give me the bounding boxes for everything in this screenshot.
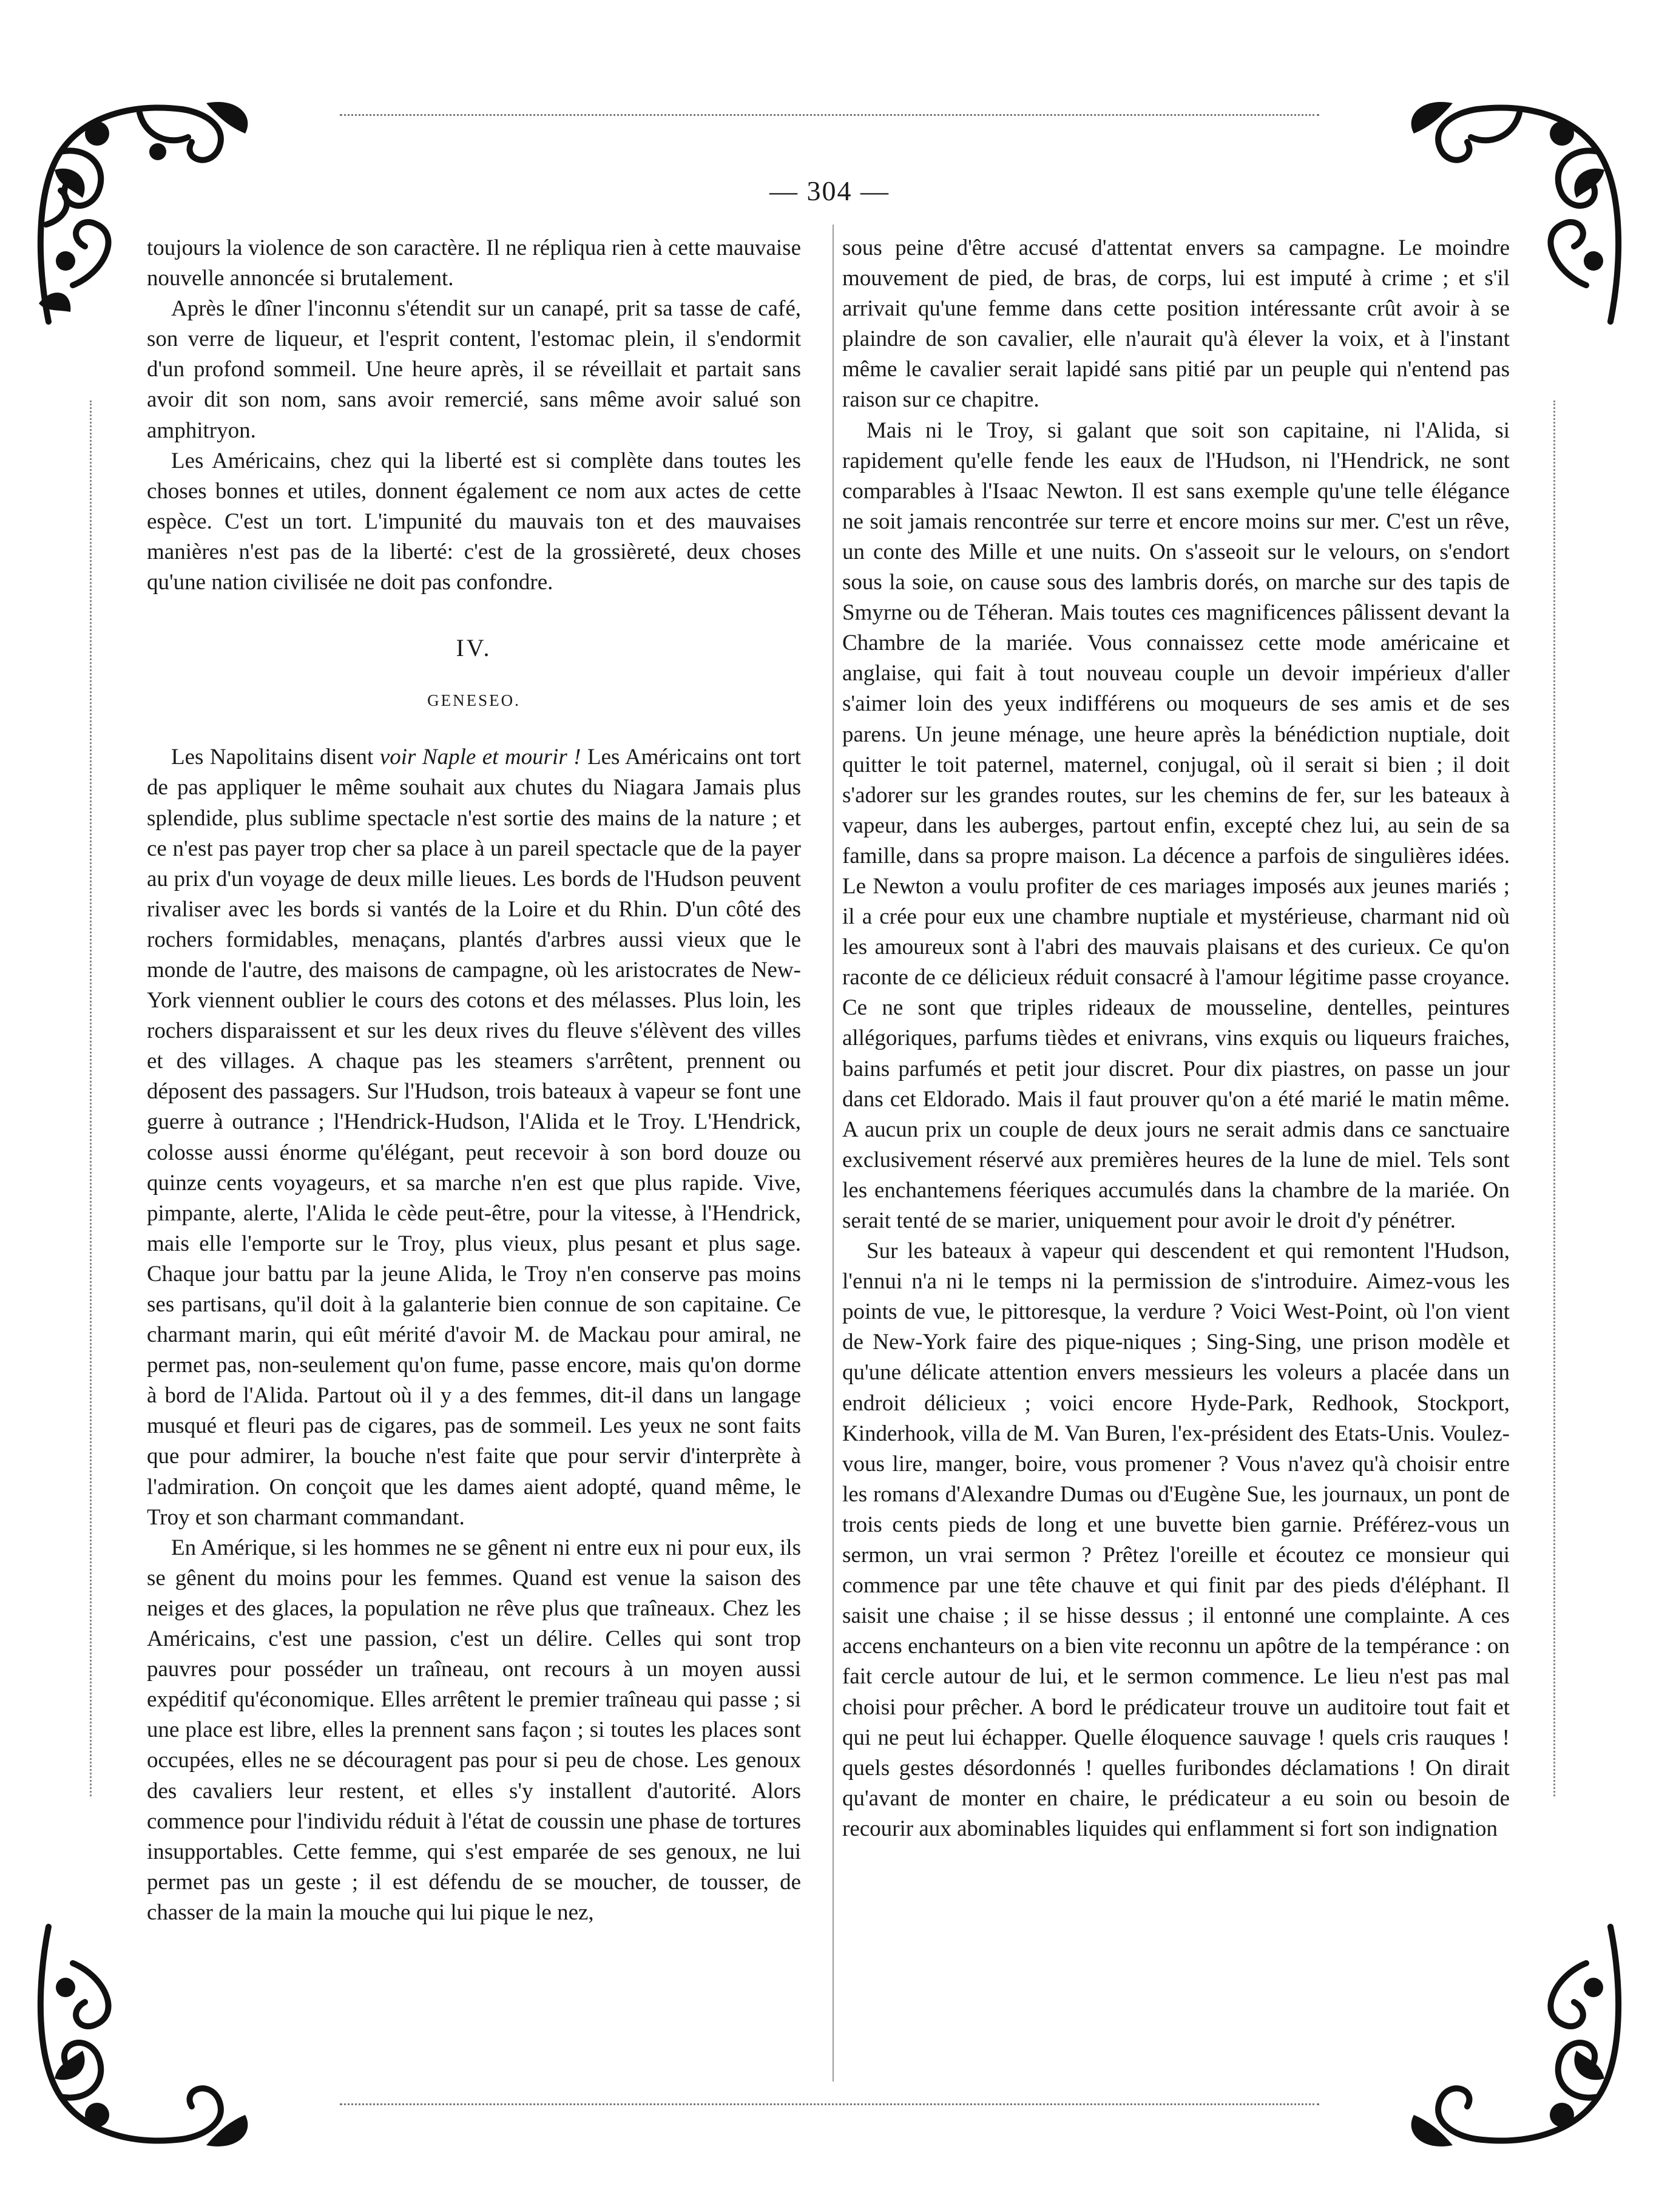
paragraph: Les Américains, chez qui la liberté est si complète dans toutes les choses bonnes et utiles, donnent également ce nom aux actes de cette espèce. C'est un tort. L'impunité du mauvais ton et des mauvaises manières n'est pas de la liberté: c'est de la grossièreté, deux choses qu'une nation civilisée ne doit pas confondre. (147, 448, 801, 595)
top-decorative-rule (340, 114, 1319, 116)
bottom-decorative-rule (340, 2103, 1319, 2105)
quoted-proverb: voir Naple et mourir ! (379, 745, 581, 770)
left-border-rule (90, 401, 92, 1796)
right-column (842, 233, 1510, 1844)
paragraph: Après le dîner l'inconnu s'étendit sur un canapé, prit sa tasse de café, son verre de liqueur, et l'esprit content, l'estomac plein, il s'endormit d'un profond sommeil. Une heure après, il se réveillait et partait sans avoir dit son nom, sans avoir remercié, sans même avoir salué son amphitryon. (147, 296, 801, 443)
ornament-corner-bottom-left (24, 1915, 267, 2170)
section-title: GENESEO. (427, 691, 521, 710)
paragraph-rest: Les Américains ont tort de pas appliquer le même souhait aux chutes du Niagara Jamais plus splendide, plus sublime spectacle n'est sortie des mains de la nature ; et ce n'est pas payer trop cher sa place à un pareil spectacle que de la payer au prix d'un voyage de deux mille lieues. Les bords de l'Hudson peuvent rivaliser avec les bords si vantés de la Loire et du Rhin. D'un côté des rochers formidables, menaçans, plantés d'arbres aussi vieux que le monde de l'autre, des maisons de campagne, où les aristocrates de New-York viennent oublier le cours des cotons et des mélasses. Plus loin, les rochers disparaissent et sur les deux rives du fleuve s'élèvent des villes et des villages. A chaque pas les steamers s'arrêtent, prennent ou déposent des passagers. Sur l'Hudson, trois bateaux à vapeur se font une guerre à outrance ; l'Hendrick-Hudson, l'Alida et le Troy. L'Hendrick, colosse aussi énorme qu'élégant, peut recevoir à son bord douze ou quinze cents voyageurs, et sa marche n'en est que plus rapide. Vive, pimpante, alerte, l'Alida le cède peut-être, pour la vitesse, à l'Hendrick, mais elle l'emporte sur le Troy, plus vieux, plus pesant et plus sage. Chaque jour battu par la jeune Alida, le Troy n'en conserve pas moins ses partisans, qu'il doit à la galanterie bien connue de son capitaine. Ce charmant marin, qui eût mérité d'avoir M. de Mackau pour amiral, ne permet pas, non-seulement qu'on fume, passe encore, mais qu'on dorme à bord de l'Alida. Partout où il y a des femmes, dit-il dans un langage musqué et fleuri pas de cigares, pas de sommeil. Les yeux ne sont faits que pour admirer, la bouche n'est faite que pour servir d'interprète à l'admiration. On conçoit que les dames aient adopté, quand même, le Troy et son charmant commandant. (147, 745, 801, 1530)
page-number: — 304 — (769, 175, 890, 206)
column-divider (833, 225, 834, 2082)
paragraph: sous peine d'être accusé d'attentat envers sa campagne. Le moindre mouvement de pied, de bras, de corps, lui est imputé à crime ; et s'il arrivait qu'une femme dans cette position intéressante crût avoir à se plaindre de son cavalier, elle n'aurait qu'à élever la voix, et à l'instant même le cavalier serait lapidé sans pitié par un peuple qui n'entend pas raison sur ce chapitre. (842, 235, 1510, 413)
paragraph (147, 742, 801, 1532)
ornament-corner-bottom-right (1392, 1915, 1635, 2170)
paragraph: Mais ni le Troy, si galant que soit son capitaine, ni l'Alida, si rapidement qu'elle fende les eaux de l'Hudson, ni l'Hendrick, ne sont comparables à l'Isaac Newton. Il est sans exemple qu'une telle élégance ne soit jamais rencontrée sur terre et encore moins sur mer. C'est un rêve, un conte des Mille et une nuits. On s'asseoit sur le velours, on s'endort sous la soie, on cause sous des lambris dorés, on marche sur des tapis de Smyrne ou de Téheran. Mais toutes ces magnificences pâlissent devant la Chambre de la mariée. Vous connaissez cette mode américaine et anglaise, qui fait à tout nouveau couple un devoir impérieux d'aller s'aimer loin des yeux indifférens ou moqueurs de ses amis et de ses parens. Un jeune ménage, une heure après la bénédiction nuptiale, doit quitter le toit paternel, maternel, conjugal, où il serait si bien ; il doit s'adorer sur les grandes routes, sur les chemins de fer, sur les bateaux à vapeur, dans les auberges, partout enfin, excepté chez lui, au sein de sa famille, dans sa propre maison. La décence a parfois de singulières idées. Le Newton a voulu profiter de ces mariages imposés aux jeunes mariés ; il a crée pour eux une chambre nuptiale et mystérieuse, charmant nid où les amoureux sont à l'abri des mauvais plaisans et des curieux. Ce qu'on raconte de ce délicieux réduit consacré à l'amour légitime passe croyance. Ce ne sont que triples rideaux de mousseline, dentelles, peintures allégoriques, parfums tièdes et enivrans, vins exquis ou liqueurs fraiches, bains parfumés et petit jour discret. Pour dix piastres, on passe un jour dans cet Eldorado. Mais il faut prouver qu'on a été marié le matin même. A aucun prix un couple de deux jours ne serait admis dans ce sanctuaire exclusivement réservé aux premières heures de la lune de miel. Tels sont les enchantemens féeriques accumulés dans la chambre de la mariée. On serait tenté de se marier, uniquement pour avoir le droit d'y pénétrer. (842, 418, 1510, 1233)
paragraph: toujours la violence de son caractère. Il ne répliqua rien à cette mauvaise nouvelle annoncée si brutalement. (147, 235, 801, 291)
left-column (147, 233, 801, 1928)
paragraph-start: Les Napolitains disent (171, 745, 380, 770)
right-border-rule (1553, 401, 1555, 1796)
paragraph: Sur les bateaux à vapeur qui descendent et qui remontent l'Hudson, l'ennui n'a ni le temps ni la permission de s'introduire. Aimez-vous les points de vue, le pittoresque, la verdure ? Voici West-Point, où l'on vient de New-York faire des pique-niques ; Sing-Sing, une prison modèle et qu'une délicate attention envers messieurs les voleurs a placée dans un endroit délicieux ; voici encore Hyde-Park, Redhook, Stockport, Kinderhook, villa de M. Van Buren, l'ex-président des Etats-Unis. Voulez-vous lire, manger, boire, vous promener ? Vous n'avez qu'à choisir entre les romans d'Alexandre Dumas ou d'Eugène Sue, les journaux, un pont de trois cents pieds de long et une buvette bien garnie. Préférez-vous un sermon, un vrai sermon ? Prêtez l'oreille et écoutez ce monsieur qui commence par une tête chauve et qui finit par des pieds d'éléphant. Il saisit une chaise ; il se hisse dessus ; il entonné une complainte. A ces accens enchanteurs on a bien vite reconnu un apôtre de la tempérance : on fait cercle autour de lui, et le sermon commence. Le lieu n'est pas mal choisi pour prêcher. A bord le prédicateur trouve un auditoire tout fait et qui ne peut lui échapper. Quelle éloquence sauvage ! quels cris rauques ! quels gestes désordonnés ! quelles furibondes déclamations ! On dirait qu'avant de monter en chaire, le prédicateur a eu soin ou besoin de recourir aux abominables liquides qui enflamment si fort son indignation (842, 1239, 1510, 1841)
paragraph: En Amérique, si les hommes ne se gênent ni entre eux ni pour eux, ils se gênent du moins pour les femmes. Quand est venue la saison des neiges et des glaces, la population ne rêve plus que traîneaux. Chez les Américains, c'est une passion, c'est un délire. Celles qui sont trop pauvres pour posséder un traîneau, ont recours à un moyen aussi expéditif qu'économique. Elles arrêtent le premier traîneau qui passe ; si une place est libre, elles la prennent sans façon ; si toutes les places sont occupées, elles ne se découragent pas pour si peu de chose. Les genoux des cavaliers leur restent, et elles s'y installent d'autorité. Alors commence pour l'individu réduit à l'état de coussin une phase de tortures insupportables. Cette femme, qui s'est emparée de ses genoux, ne lui permet pas un geste ; il est défendu de se moucher, de tousser, de chasser de la main la mouche qui lui pique le nez, (147, 1535, 801, 1925)
section-number: IV. (456, 634, 492, 662)
